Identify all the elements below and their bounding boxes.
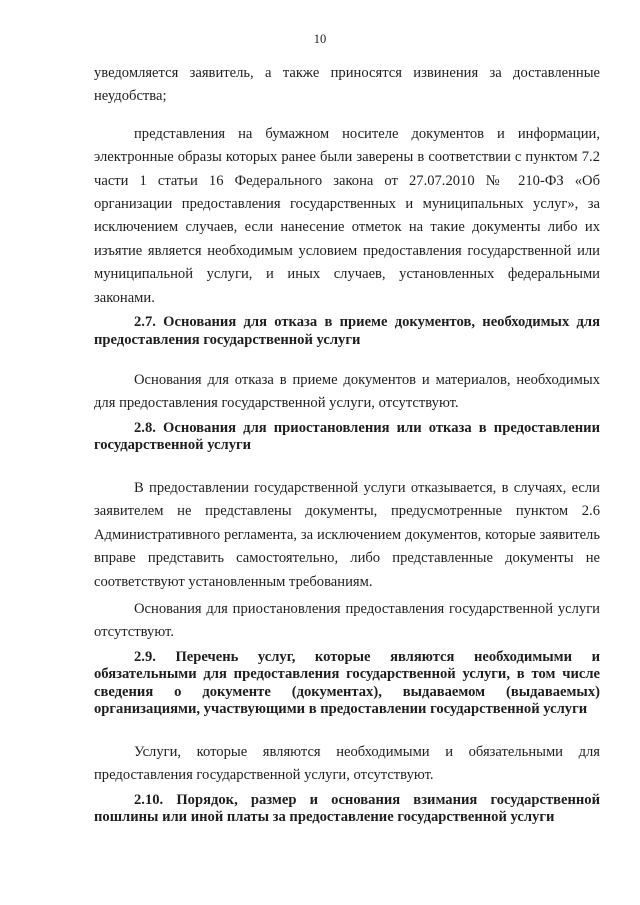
section-heading-2-10: 2.10. Порядок, размер и основания взимания государственной пошлины или иной платы за предоставление государственной услуги — [94, 791, 600, 826]
section-heading-2-8: 2.8. Основания для приостановления или отказа в предоставлении государственной услуги — [94, 419, 600, 454]
paragraph-notification: уведомляется заявитель, а также приносятся извинения за доставленные неудобства; — [94, 65, 600, 105]
paragraph-refusal-grounds: Основания для отказа в приеме документов и материалов, необходимых для предоставления государственной услуги, отсутствуют. — [94, 372, 600, 412]
document-body — [94, 62, 600, 827]
paragraph-refusal-cases: В предоставлении государственной услуги отказывается, в случаях, если заявителем не представлены документы, предусмотренные пунктом 2.6 Административного регламента, за исключением документов, которые заявитель вправе представить самостоятельно, либо представленные документы не соответствуют установленным требованиям. — [94, 479, 600, 590]
page-number: 10 — [313, 32, 327, 46]
paragraph-required-services: Услуги, которые являются необходимыми и обязательными для предоставления государственной услуги, отсутствуют. — [94, 743, 600, 784]
section-heading-2-9: 2.9. Перечень услуг, которые являются необходимыми и обязательными для предоставления государственной услуги, в том числе сведения о документе (документах), выдаваемом (выдаваемых) организациями, участвующими в предоставлении государственной услуги — [94, 648, 600, 718]
section-heading-2-7: 2.7. Основания для отказа в приеме документов, необходимых для предоставления государственной услуги — [94, 314, 600, 348]
paragraph-suspension-grounds: Основания для приостановления предоставления государственной услуги отсутствуют. — [94, 600, 600, 641]
paragraph-paper-documents: представления на бумажном носителе документов и информации, электронные образы которых ранее были заверены в соответствии с пунктом 7.2 части 1 статьи 16 Федерального закона от 27.07.2010 № 210-ФЗ «Об организации предоставления государственных и муниципальных услуг», за исключением случаев, если нанесение отметок на такие документы либо их изъятие является необходимым условием предоставления государственной или муниципальной услуги, и иных случаев, установленных федеральными законами. — [94, 125, 600, 306]
